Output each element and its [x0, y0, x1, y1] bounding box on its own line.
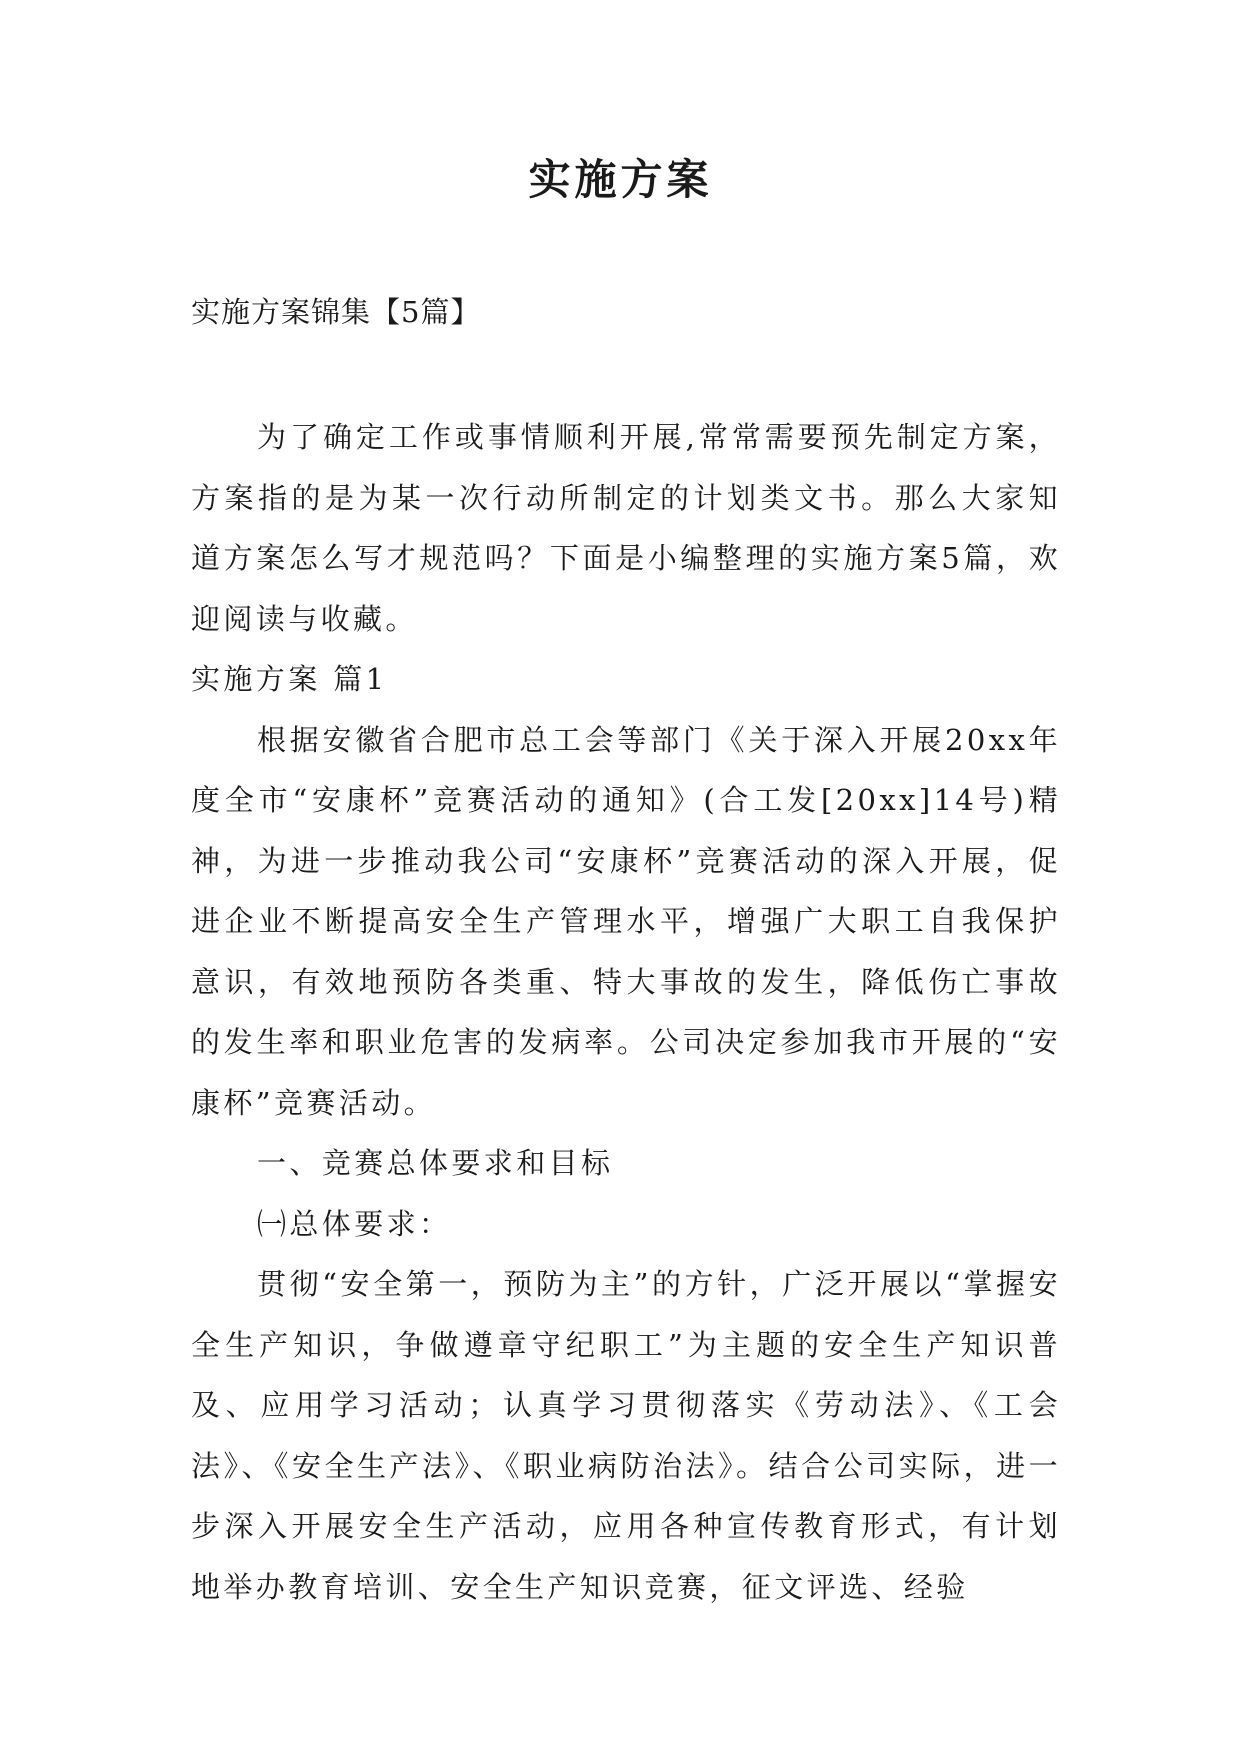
- document-body: [191, 407, 1061, 1617]
- section-heading: 一、竞赛总体要求和目标: [257, 1146, 614, 1180]
- subsection-heading: ㈠总体要求：: [257, 1206, 452, 1241]
- body-paragraph: 根据安徽省合肥市总工会等部门《关于深入开展20xx年度全市“安康杯”竞赛活动的通知》(合工发[20xx]14号)精神，为进一步推动我公司“安康杯”竞赛活动的深入开展，促进企业不断提高安全生产管理水平，增强广大职工自我保护意识，有效地预防各类重、特大事故的发生，降低伤亡事故的发生率和职业危害的发病率。公司决定参加我市开展的“安康杯”竞赛活动。: [191, 722, 1061, 1120]
- body-paragraph: 贯彻“安全第一，预防为主”的方针，广泛开展以“掌握安全生产知识，争做遵章守纪职工”为主题的安全生产知识普及、应用学习活动；认真学习贯彻落实《劳动法》、《工会法》、《安全生产法》、《职业病防治法》。结合公司实际，进一步深入开展安全生产活动，应用各种宣传教育形式，有计划地举办教育培训、安全生产知识竞赛，征文评选、经验: [191, 1267, 1061, 1604]
- section-heading: 实施方案 篇1: [191, 662, 388, 696]
- document-subtitle: 实施方案锦集【5篇】: [191, 295, 481, 329]
- intro-paragraph: 为了确定工作或事情顺利开展,常常需要预先制定方案，方案指的是为某一次行动所制定的计划类文书。那么大家知道方案怎么写才规范吗？下面是小编整理的实施方案5篇，欢迎阅读与收藏。: [191, 420, 1061, 636]
- document-title: 实施方案: [528, 155, 713, 204]
